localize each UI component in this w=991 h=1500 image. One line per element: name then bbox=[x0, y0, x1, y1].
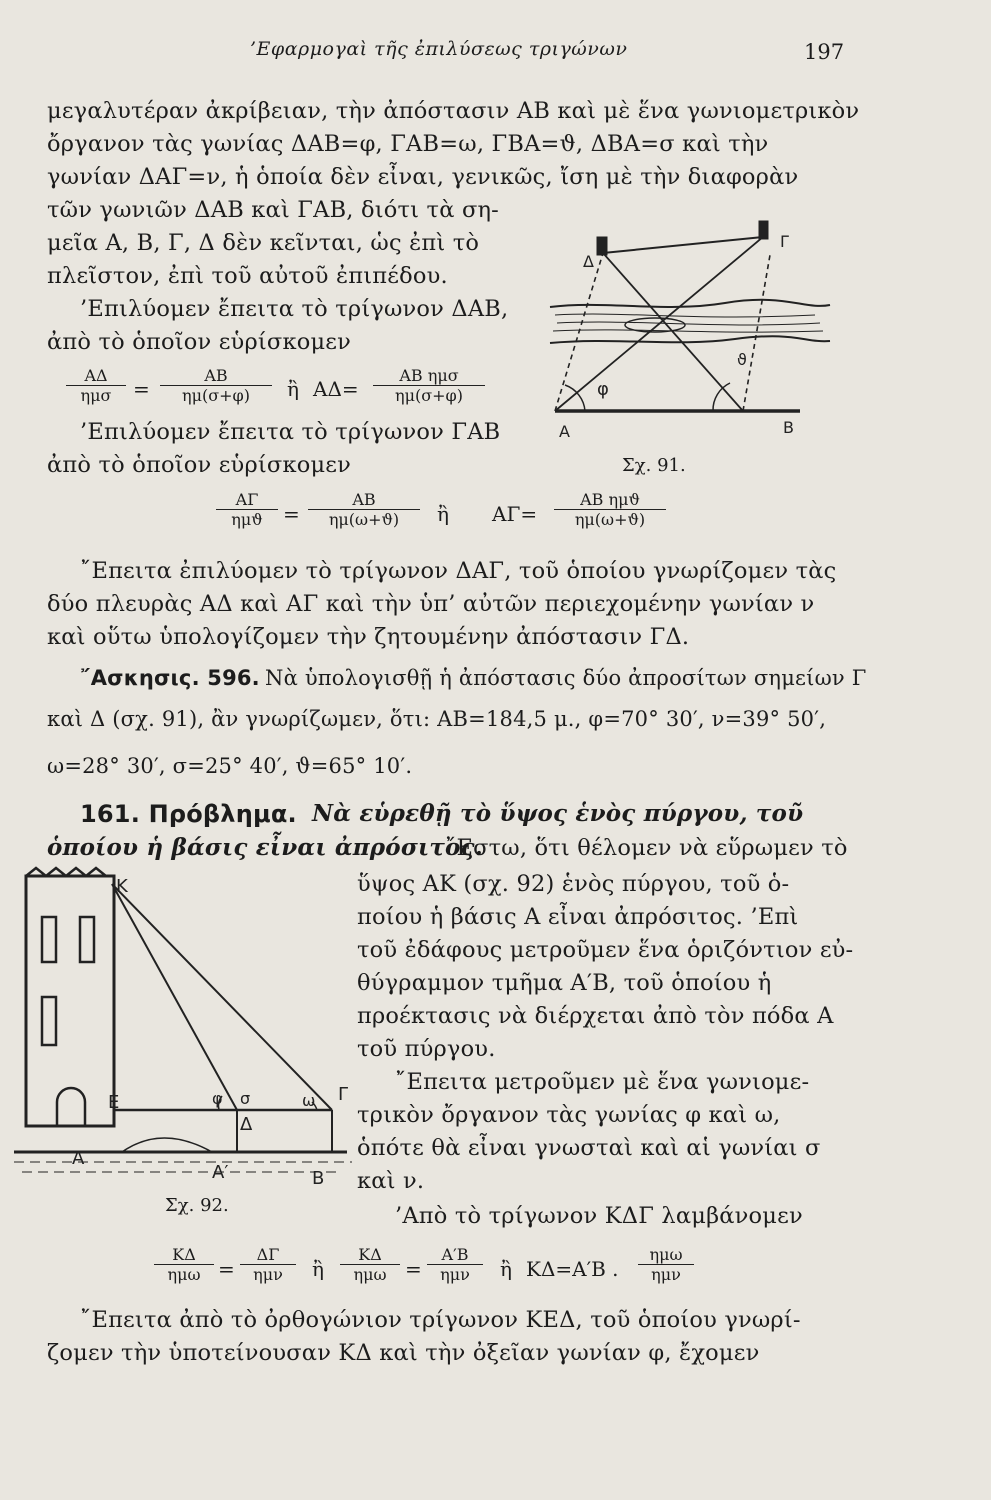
tower-door bbox=[57, 1088, 85, 1126]
text-line: ’Επιλύομεν ἔπειτα τὸ τρίγωνον ΓΑΒ bbox=[80, 419, 501, 445]
label-g: Γ bbox=[780, 232, 789, 251]
numerator: ΔΓ bbox=[240, 1245, 296, 1265]
text-line: θύγραμμον τμῆμα Α′Β, τοῦ ὁποίου ἡ bbox=[357, 970, 772, 996]
denominator: ημ(σ+φ) bbox=[182, 386, 250, 405]
denominator: ημ(ω+ϑ) bbox=[574, 510, 646, 529]
fraction bbox=[154, 1245, 214, 1284]
numerator: Α′Β bbox=[427, 1245, 483, 1265]
text-line: γωνίαν ΔΑΓ=ν, ἡ ὁποία δὲν εἶναι, γενικῶς, ἴση μὲ τὴν διαφορὰν bbox=[47, 164, 799, 190]
line-kg bbox=[112, 884, 332, 1110]
label-b: Β bbox=[783, 418, 794, 437]
fraction bbox=[373, 366, 485, 405]
ground-hatching bbox=[14, 1162, 352, 1172]
text-line: πλεῖστον, ἐπὶ τοῦ αὐτοῦ ἐπιπέδου. bbox=[47, 263, 448, 289]
ground-mound bbox=[122, 1138, 212, 1152]
denominator: ημν bbox=[651, 1265, 681, 1284]
label-a-prime: Α′ bbox=[212, 1162, 229, 1183]
text-line: τῶν γωνιῶν ΔΑΒ καὶ ΓΑΒ, διότι τὰ ση- bbox=[47, 197, 499, 223]
label-k: Κ bbox=[116, 876, 128, 897]
label-phi: φ bbox=[597, 379, 609, 400]
text-line: καὶ οὕτω ὑπολογίζομεν τὴν ζητουμένην ἀπόστασιν ΓΔ. bbox=[47, 624, 690, 650]
text-line: τρικὸν ὄργανον τὰς γωνίας φ καὶ ω, bbox=[357, 1102, 781, 1128]
fraction bbox=[216, 490, 278, 529]
text-line: δύο πλευρὰς ΑΔ καὶ ΑΓ καὶ τὴν ὑπ’ αὐτῶν περιεχομένην γωνίαν ν bbox=[47, 591, 815, 617]
text-line: ῎Επειτα ἐπιλύομεν τὸ τρίγωνον ΔΑΓ, τοῦ ὁποίου γνωρίζομεν τὰς bbox=[80, 558, 837, 584]
text-line: ζομεν τὴν ὑποτείνουσαν ΚΔ καὶ τὴν ὀξεῖαν γωνίαν φ, ἔχομεν bbox=[47, 1340, 760, 1366]
line-ad bbox=[555, 253, 603, 411]
fraction bbox=[308, 490, 420, 529]
figure-92-caption: Σχ. 92. bbox=[165, 1195, 229, 1216]
line-bg bbox=[743, 255, 770, 411]
text-line: μεγαλυτέραν ἀκρίβειαν, τὴν ἀπόστασιν ΑΒ καὶ μὲ ἕνα γωνιομετρικὸν bbox=[47, 98, 860, 124]
numerator: ΑΒ ημσ bbox=[373, 366, 485, 386]
denominator: ημω bbox=[167, 1265, 201, 1284]
text-line: ’Επιλύομεν ἔπειτα τὸ τρίγωνον ΔΑΒ, bbox=[80, 296, 509, 322]
text-line: ῎Επειτα ἀπὸ τὸ ὀρθογώνιον τρίγωνον ΚΕΔ, τοῦ ὁποίου γνωρί- bbox=[80, 1307, 801, 1333]
label-b: Β bbox=[312, 1168, 325, 1189]
label-sigma: σ bbox=[240, 1089, 251, 1108]
river-bank-bottom bbox=[550, 336, 830, 343]
formula-lhs: ΑΓ= bbox=[492, 502, 538, 526]
problem-statement: Νὰ εὑρεθῇ τὸ ὕψος ἑνὸς πύργου, τοῦ bbox=[312, 800, 804, 827]
numerator: ΑΒ ημϑ bbox=[554, 490, 666, 510]
river-hatching bbox=[553, 314, 823, 332]
numerator: ΑΔ bbox=[66, 366, 126, 386]
or-word: ἢ bbox=[287, 377, 299, 401]
text-line: ’Απὸ τὸ τρίγωνον ΚΔΓ λαμβάνομεν bbox=[395, 1203, 803, 1229]
fraction bbox=[340, 1245, 400, 1284]
page-number: 197 bbox=[804, 40, 845, 64]
text-line: μεῖα Α, Β, Γ, Δ δὲν κεῖνται, ὡς ἐπὶ τὸ bbox=[47, 230, 480, 256]
fraction bbox=[160, 366, 272, 405]
numerator: ΑΒ bbox=[160, 366, 272, 386]
numerator: ΚΔ bbox=[340, 1245, 400, 1265]
label-d: Δ bbox=[583, 252, 594, 271]
label-theta: ϑ bbox=[737, 350, 747, 369]
numerator: ΑΓ bbox=[216, 490, 278, 510]
fraction bbox=[66, 366, 126, 405]
denominator: ημ(σ+φ) bbox=[395, 386, 463, 405]
denominator: ημν bbox=[253, 1265, 283, 1284]
or-word: ἢ bbox=[312, 1257, 324, 1281]
formula-lhs: ΚΔ=Α′Β . bbox=[526, 1257, 619, 1281]
denominator: ημν bbox=[440, 1265, 470, 1284]
text-line: ἀπὸ τὸ ὁποῖον εὑρίσκομεν bbox=[47, 329, 352, 355]
running-title: ’Εφαρμογαὶ τῆς ἐπιλύσεως τριγώνων bbox=[250, 38, 628, 60]
exercise-label: ῎Ασκησις. 596. bbox=[80, 666, 260, 690]
denominator: ημ(ω+ϑ) bbox=[328, 510, 400, 529]
denominator: ημϑ bbox=[231, 510, 263, 529]
tower-window bbox=[42, 917, 56, 962]
text-line: προέκτασις νὰ διέρχεται ἀπὸ τὸν πόδα Α bbox=[357, 1003, 834, 1029]
tower-d-mark bbox=[597, 237, 607, 255]
label-g: Γ bbox=[338, 1084, 349, 1105]
problem-heading: 161. Πρόβλημα. bbox=[80, 800, 297, 828]
numerator: ΑΒ bbox=[308, 490, 420, 510]
label-e: Ε bbox=[108, 1092, 120, 1113]
text-line: τοῦ πύργου. bbox=[357, 1036, 496, 1062]
fraction bbox=[638, 1245, 694, 1284]
fraction bbox=[427, 1245, 483, 1284]
tower-g-mark bbox=[759, 221, 768, 239]
numerator: ΚΔ bbox=[154, 1245, 214, 1265]
problem-statement: ὁποίου ἡ βάσις εἶναι ἀπρόσιτος. bbox=[47, 834, 483, 861]
text-line: ὁπότε θὰ εἶναι γνωσταὶ καὶ αἱ γωνίαι σ bbox=[357, 1135, 821, 1161]
text-line: καὶ Δ (σχ. 91), ἂν γνωρίζωμεν, ὅτι: ΑΒ=184,5 μ., φ=70° 30′, ν=39° 50′, bbox=[47, 707, 827, 731]
line-kd bbox=[112, 884, 237, 1110]
denominator: ημσ bbox=[80, 386, 112, 405]
label-d: Δ bbox=[240, 1114, 253, 1135]
label-phi: φ bbox=[212, 1089, 223, 1108]
river-bank-top bbox=[550, 300, 830, 307]
or-word: ἢ bbox=[437, 502, 449, 526]
equals-sign: = bbox=[218, 1257, 235, 1281]
label-a: Α bbox=[72, 1148, 85, 1169]
figure-91-caption: Σχ. 91. bbox=[622, 455, 686, 476]
equals-sign: = bbox=[133, 377, 150, 401]
equals-sign: = bbox=[405, 1257, 422, 1281]
numerator: ημω bbox=[638, 1245, 694, 1265]
label-omega: ω bbox=[302, 1091, 316, 1110]
text-line: καὶ ν. bbox=[357, 1168, 425, 1194]
line-dg bbox=[603, 237, 763, 253]
or-word: ἢ bbox=[500, 1257, 512, 1281]
text-line: ῎Επειτα μετροῦμεν μὲ ἕνα γωνιομε- bbox=[395, 1069, 810, 1095]
text-line: ποίου ἡ βάσις Α εἶναι ἀπρόσιτος. ’Επὶ bbox=[357, 904, 799, 930]
fraction bbox=[554, 490, 666, 529]
label-a: Α bbox=[559, 422, 570, 441]
figure-92 bbox=[12, 862, 357, 1192]
text-line: ῎Εστω, ὅτι θέλομεν νὰ εὕρωμεν τὸ bbox=[445, 835, 848, 861]
river-island bbox=[625, 318, 685, 332]
figure-91 bbox=[545, 215, 835, 455]
tower-window bbox=[42, 997, 56, 1045]
text-line: ἀπὸ τὸ ὁποῖον εὑρίσκομεν bbox=[47, 452, 352, 478]
tower-window bbox=[80, 917, 94, 962]
formula-lhs: ΑΔ= bbox=[313, 377, 359, 401]
text-line: ω=28° 30′, σ=25° 40′, ϑ=65° 10′. bbox=[47, 754, 413, 778]
text-line: τοῦ ἐδάφους μετροῦμεν ἕνα ὁριζόντιον εὐ- bbox=[357, 937, 854, 963]
denominator: ημω bbox=[353, 1265, 387, 1284]
text-line: Νὰ ὑπολογισθῇ ἡ ἀπόστασις δύο ἀπροσίτων σημείων Γ bbox=[265, 666, 867, 690]
text-line: ὄργανον τὰς γωνίας ΔΑΒ=φ, ΓΑΒ=ω, ΓΒΑ=ϑ, ΔΒΑ=σ καὶ τὴν bbox=[47, 131, 769, 157]
fraction bbox=[240, 1245, 296, 1284]
text-line: ὕψος ΑΚ (σχ. 92) ἑνὸς πύργου, τοῦ ὁ- bbox=[357, 871, 790, 897]
equals-sign: = bbox=[283, 502, 300, 526]
